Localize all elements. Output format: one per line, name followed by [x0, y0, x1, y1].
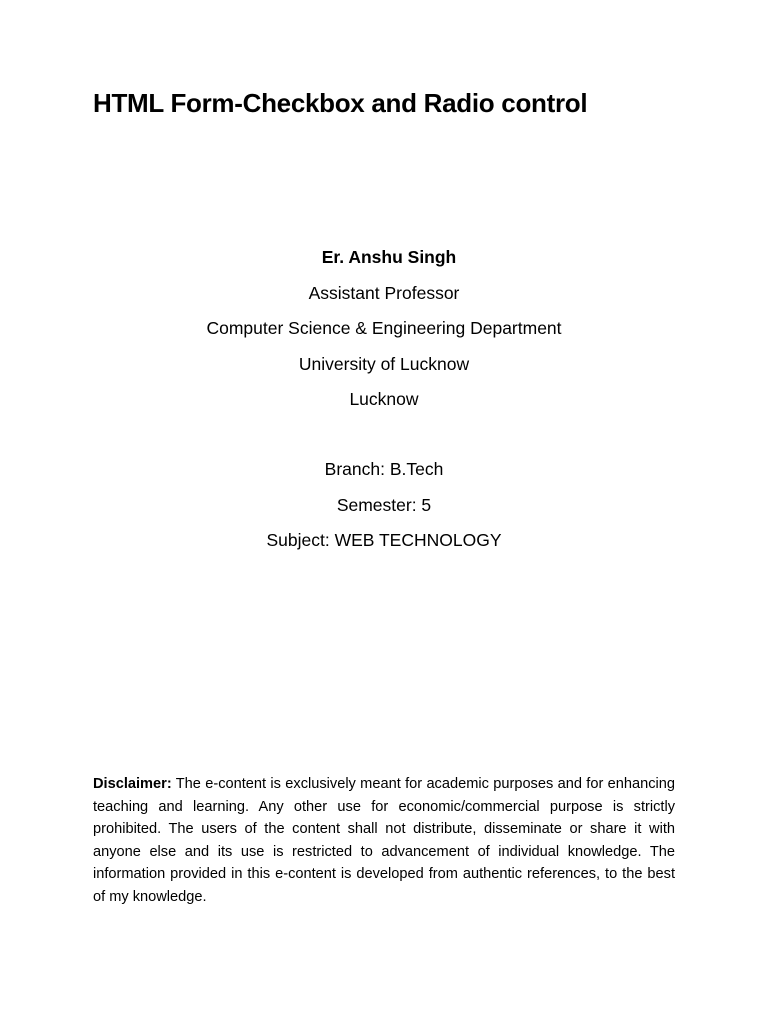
document-title: HTML Form-Checkbox and Radio control [93, 88, 588, 118]
disclaimer-label: Disclaimer: [93, 776, 172, 792]
disclaimer-text: The e-content is exclusively meant for academic purposes and for enhancing teaching and learning. Any other use for economic/commercial purpose is strictly prohibited. The users of the content shall not distribute, disseminate or share it with anyone else and its use is restricted to advancement of individual knowledge. The information provided in this e-content is developed from authentic references, to the best of my knowledge. [93, 776, 675, 905]
author-info [0, 240, 768, 418]
author-university: University of Lucknow [298, 353, 470, 374]
course-subject: Subject: WEB TECHNOLOGY [266, 530, 502, 550]
course-info [0, 452, 768, 559]
author-designation: Assistant Professor [308, 282, 460, 303]
author-name: Er. Anshu Singh [321, 247, 457, 267]
author-department: Computer Science & Engineering Department [206, 318, 562, 338]
disclaimer-paragraph [93, 773, 675, 909]
course-semester: Semester: 5 [336, 494, 432, 515]
course-branch: Branch: B.Tech [324, 459, 444, 479]
author-city: Lucknow [349, 389, 419, 409]
